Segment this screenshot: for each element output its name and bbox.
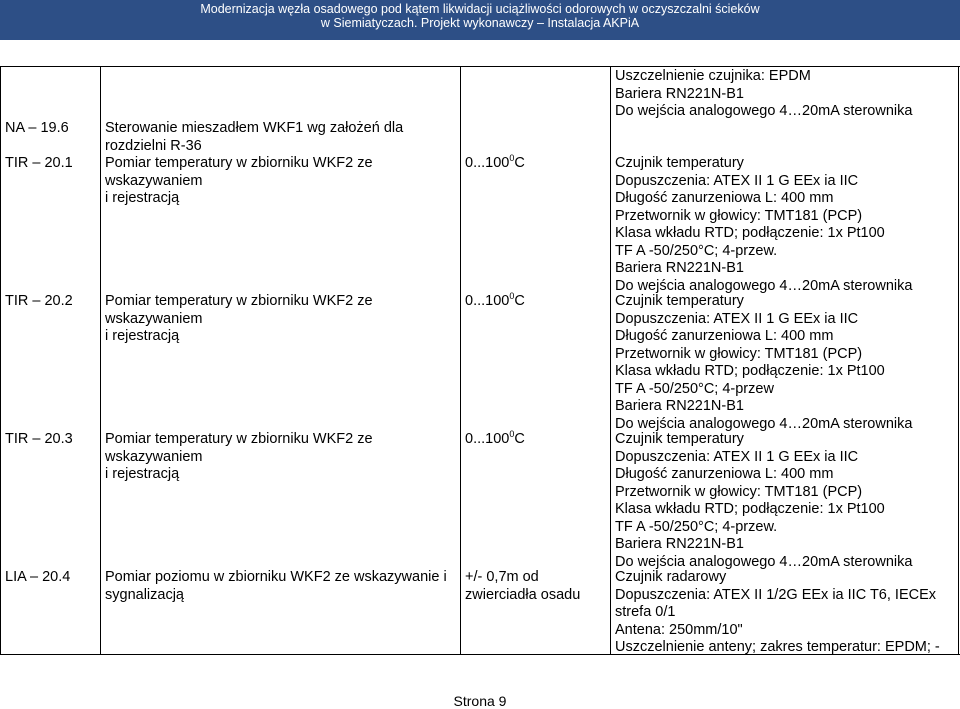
desc-line: Czujnik temperatury xyxy=(615,431,744,447)
desc-line: Do wejścia analogowego 4…20mA sterownika xyxy=(615,277,913,294)
desc-line: Bariera RN221N-B1 xyxy=(615,398,744,414)
desc-line: Klasa wkładu RTD; podłączenie: 1x Pt100 xyxy=(615,501,885,517)
range-cell: +/- 0,7m od xyxy=(465,569,539,585)
desc-line: Do wejścia analogowego 4…20mA sterownika xyxy=(615,553,913,570)
desc-line: TF A -50/250°C; 4-przew. xyxy=(615,518,778,535)
desc-line: Czujnik temperatury xyxy=(615,155,744,171)
desc-line: Bariera RN221N-B1 xyxy=(615,536,744,552)
tag-cell: TIR – 20.3 xyxy=(5,431,73,447)
range-cell: 0...100$^0$C xyxy=(465,153,525,171)
page-number: Strona 9 xyxy=(453,693,507,709)
function-line: rozdzielni R-36 xyxy=(105,137,202,154)
function-line: wskazywaniem xyxy=(105,448,203,465)
tag-cell: NA – 19.6 xyxy=(5,120,69,136)
desc-line: Do wejścia analogowego 4…20mA sterownika xyxy=(615,103,913,119)
range-cell: 0...100$^0$C xyxy=(465,429,525,447)
desc-line: Dopuszczenia: ATEX II 1/2G EEx ia IIC T6, IECEx xyxy=(615,586,937,603)
function-line: i rejestracją xyxy=(105,328,180,344)
function-line: Pomiar temperatury w zbiorniku WKF2 ze xyxy=(105,155,373,171)
function-line: Pomiar poziomu w zbiorniku WKF2 ze wskazywanie i xyxy=(105,569,447,585)
tag-cell: TIR – 20.2 xyxy=(5,293,73,309)
desc-line: TF A -50/250°C; 4-przew xyxy=(615,380,774,397)
desc-line: TF A -50/250°C; 4-przew. xyxy=(615,242,778,259)
desc-line: Długość zanurzeniowa L: 400 mm xyxy=(615,466,834,482)
desc-line: strefa 0/1 xyxy=(615,604,676,620)
range-cell: zwierciadła osadu xyxy=(465,586,581,603)
function-line: i rejestracją xyxy=(105,466,180,482)
desc-line: Czujnik temperatury xyxy=(615,293,744,309)
desc-line: Dopuszczenia: ATEX II 1 G EEx ia IIC xyxy=(615,172,859,189)
desc-line: Uszczelnienie anteny; zakres temperatur: EPDM; - xyxy=(615,639,940,655)
tag-cell: LIA – 20.4 xyxy=(5,569,71,585)
header-line-1: Modernizacja węzła osadowego pod kątem likwidacji uciążliwości odorowych w oczyszczalni ścieków xyxy=(200,2,760,16)
function-line: Pomiar temperatury w zbiorniku WKF2 ze xyxy=(105,431,373,447)
desc-line: Uszczelnienie czujnika: EPDM xyxy=(615,68,811,84)
desc-line: Długość zanurzeniowa L: 400 mm xyxy=(615,190,834,206)
document-header xyxy=(0,0,960,40)
header-line-2: w Siemiatyczach. Projekt wykonawczy – Instalacja AKPiA xyxy=(320,16,640,30)
function-line: Pomiar temperatury w zbiorniku WKF2 ze xyxy=(105,293,373,309)
desc-line: Przetwornik w głowicy: TMT181 (PCP) xyxy=(615,207,863,224)
function-line: Sterowanie mieszadłem WKF1 wg założeń dla xyxy=(105,120,404,136)
tag-cell: TIR – 20.1 xyxy=(5,155,73,171)
desc-line: Bariera RN221N-B1 xyxy=(615,85,744,102)
desc-line: Przetwornik w głowicy: TMT181 (PCP) xyxy=(615,483,863,500)
desc-line: Czujnik radarowy xyxy=(615,569,727,585)
desc-line: Dopuszczenia: ATEX II 1 G EEx ia IIC xyxy=(615,310,859,327)
desc-line: Klasa wkładu RTD; podłączenie: 1x Pt100 xyxy=(615,363,885,379)
function-line: wskazywaniem xyxy=(105,310,203,327)
desc-line: Do wejścia analogowego 4…20mA sterownika xyxy=(615,415,913,432)
desc-line: Bariera RN221N-B1 xyxy=(615,260,744,276)
desc-line: Klasa wkładu RTD; podłączenie: 1x Pt100 xyxy=(615,225,885,241)
desc-line: Antena: 250mm/10" xyxy=(615,621,743,638)
function-line: sygnalizacją xyxy=(105,586,184,603)
range-cell: 0...100$^0$C xyxy=(465,291,525,309)
function-line: i rejestracją xyxy=(105,190,180,206)
desc-line: Dopuszczenia: ATEX II 1 G EEx ia IIC xyxy=(615,448,859,465)
desc-line: Przetwornik w głowicy: TMT181 (PCP) xyxy=(615,345,863,362)
desc-line: Długość zanurzeniowa L: 400 mm xyxy=(615,328,834,344)
function-line: wskazywaniem xyxy=(105,172,203,189)
